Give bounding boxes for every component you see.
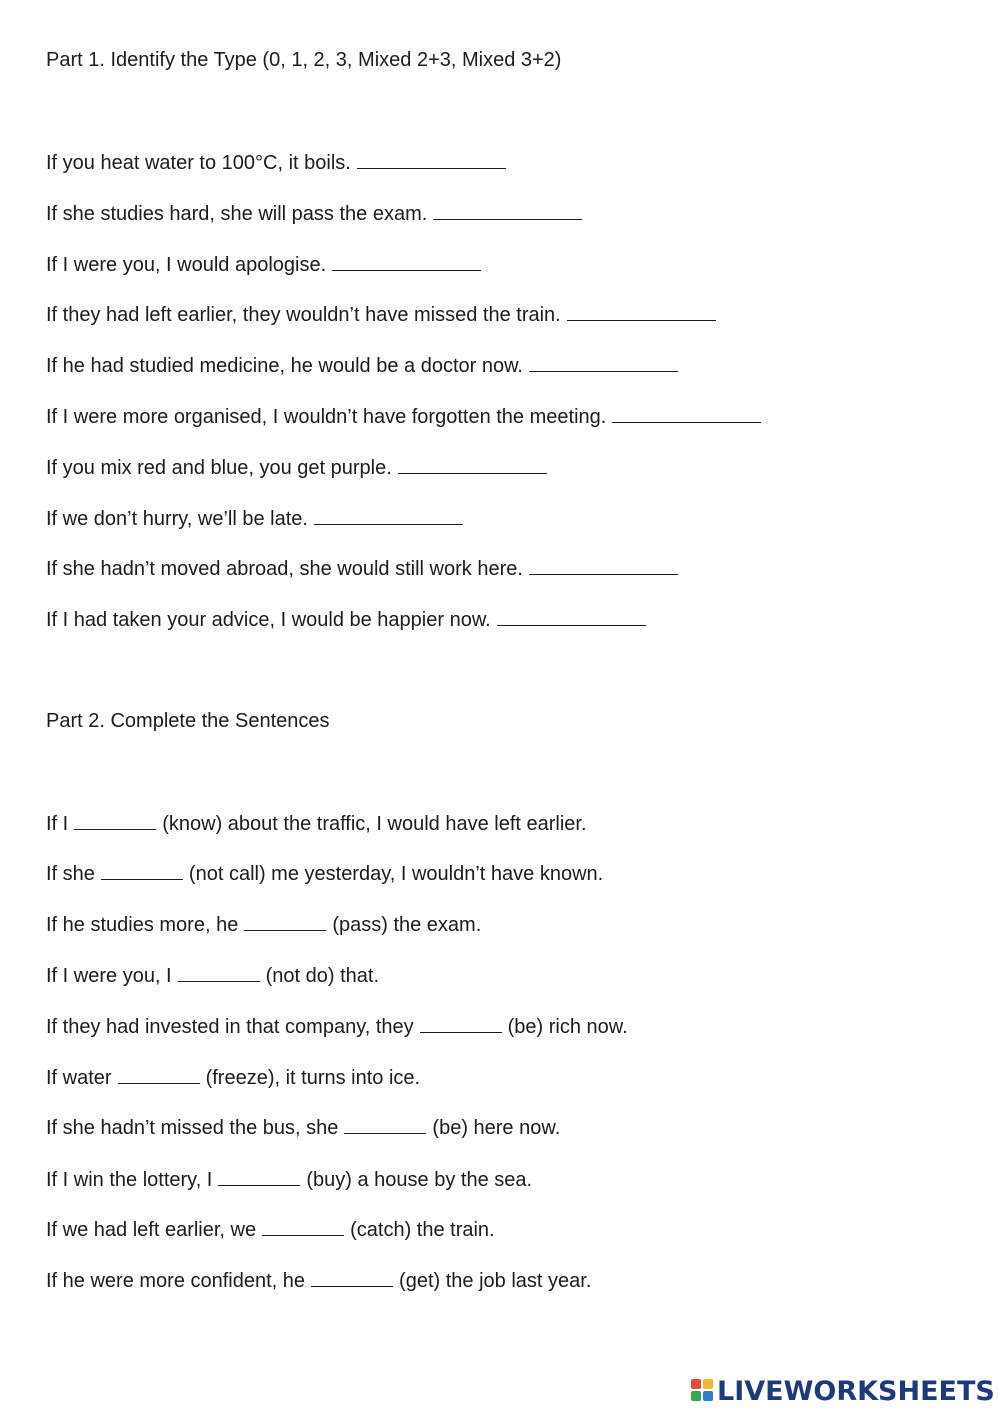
fill-blank[interactable] — [101, 861, 183, 880]
part2-item-before: If she — [46, 863, 95, 885]
answer-blank[interactable] — [612, 404, 761, 423]
fill-blank[interactable] — [218, 1167, 300, 1186]
part2-item — [46, 1217, 495, 1242]
part1-item — [46, 252, 481, 277]
part2-item — [46, 1065, 420, 1090]
part2-item — [46, 811, 587, 836]
part1-item-text: If they had left earlier, they wouldn’t have missed the train. — [46, 304, 561, 326]
part2-item-after: (freeze), it turns into ice. — [205, 1067, 421, 1089]
logo-square-blue — [703, 1391, 713, 1401]
part2-item-before: If I win the lottery, I — [46, 1169, 213, 1191]
part2-item-after: (know) about the traffic, I would have left earlier. — [162, 813, 587, 835]
part2-item-before: If I — [46, 813, 69, 835]
part2-item-after: (catch) the train. — [350, 1219, 495, 1241]
fill-blank[interactable] — [74, 811, 156, 830]
part1-item-text: If I had taken your advice, I would be happier now. — [46, 609, 491, 631]
part1-item — [46, 404, 761, 429]
part2-item — [46, 1014, 628, 1039]
logo-text: LIVEWORKSHEETS — [717, 1375, 995, 1407]
part2-item — [46, 1115, 560, 1140]
logo-square-yellow — [703, 1379, 713, 1389]
part2-item-after: (pass) the exam. — [332, 914, 482, 936]
answer-blank[interactable] — [529, 353, 678, 372]
answer-blank[interactable] — [398, 455, 547, 474]
part1-item — [46, 353, 678, 378]
part2-item-after: (be) here now. — [432, 1117, 561, 1139]
answer-blank[interactable] — [357, 150, 506, 169]
part2-item-after: (not call) me yesterday, I wouldn’t have known. — [188, 863, 604, 885]
logo-square-green — [691, 1391, 701, 1401]
part2-item-before: If he were more confident, he — [46, 1270, 306, 1292]
part1-item — [46, 150, 506, 175]
part1-item-text: If he had studied medicine, he would be a doctor now. — [46, 355, 523, 377]
part2-item — [46, 1268, 591, 1293]
part2-item — [46, 963, 379, 988]
fill-blank[interactable] — [262, 1217, 344, 1236]
part2-item-after: (not do) that. — [265, 965, 380, 987]
answer-blank[interactable] — [567, 302, 716, 321]
fill-blank[interactable] — [118, 1065, 200, 1084]
part1-item — [46, 201, 582, 226]
part1-item — [46, 556, 678, 581]
part1-item-text: If she studies hard, she will pass the exam. — [46, 203, 428, 225]
part2-item-after: (buy) a house by the sea. — [306, 1169, 533, 1191]
part1-item-text: If she hadn’t moved abroad, she would still work here. — [46, 558, 523, 580]
part1-item-text: If I were you, I would apologise. — [46, 254, 327, 276]
part2-item-before: If he studies more, he — [46, 914, 239, 936]
part1-item-text: If we don’t hurry, we’ll be late. — [46, 508, 308, 530]
answer-blank[interactable] — [497, 607, 646, 626]
part1-item-text: If you mix red and blue, you get purple. — [46, 457, 392, 479]
part1-item — [46, 455, 547, 480]
fill-blank[interactable] — [178, 963, 260, 982]
part2-item — [46, 1167, 532, 1192]
part2-item-before: If I were you, I — [46, 965, 172, 987]
part1-heading: Part 1. Identify the Type (0, 1, 2, 3, Mixed 2+3, Mixed 3+2) — [46, 49, 562, 71]
logo-mark-icon — [691, 1379, 715, 1403]
part2-item-after: (get) the job last year. — [399, 1270, 592, 1292]
answer-blank[interactable] — [314, 506, 463, 525]
part1-item — [46, 506, 463, 531]
part2-item — [46, 861, 603, 886]
part1-item-text: If I were more organised, I wouldn’t have forgotten the meeting. — [46, 406, 607, 428]
part2-item-after: (be) rich now. — [507, 1016, 628, 1038]
part2-item — [46, 912, 481, 937]
part2-heading: Part 2. Complete the Sentences — [46, 710, 330, 732]
logo-square-red — [691, 1379, 701, 1389]
fill-blank[interactable] — [244, 912, 326, 931]
answer-blank[interactable] — [332, 252, 481, 271]
part1-item-text: If you heat water to 100°C, it boils. — [46, 152, 351, 174]
part2-item-before: If water — [46, 1067, 112, 1089]
part2-item-before: If we had left earlier, we — [46, 1219, 257, 1241]
fill-blank[interactable] — [311, 1268, 393, 1287]
fill-blank[interactable] — [344, 1115, 426, 1134]
answer-blank[interactable] — [529, 556, 678, 575]
part2-item-before: If she hadn’t missed the bus, she — [46, 1117, 339, 1139]
part1-item — [46, 302, 716, 327]
liveworksheets-logo — [691, 1375, 995, 1407]
part1-item — [46, 607, 646, 632]
part2-item-before: If they had invested in that company, they — [46, 1016, 414, 1038]
answer-blank[interactable] — [433, 201, 582, 220]
fill-blank[interactable] — [420, 1014, 502, 1033]
